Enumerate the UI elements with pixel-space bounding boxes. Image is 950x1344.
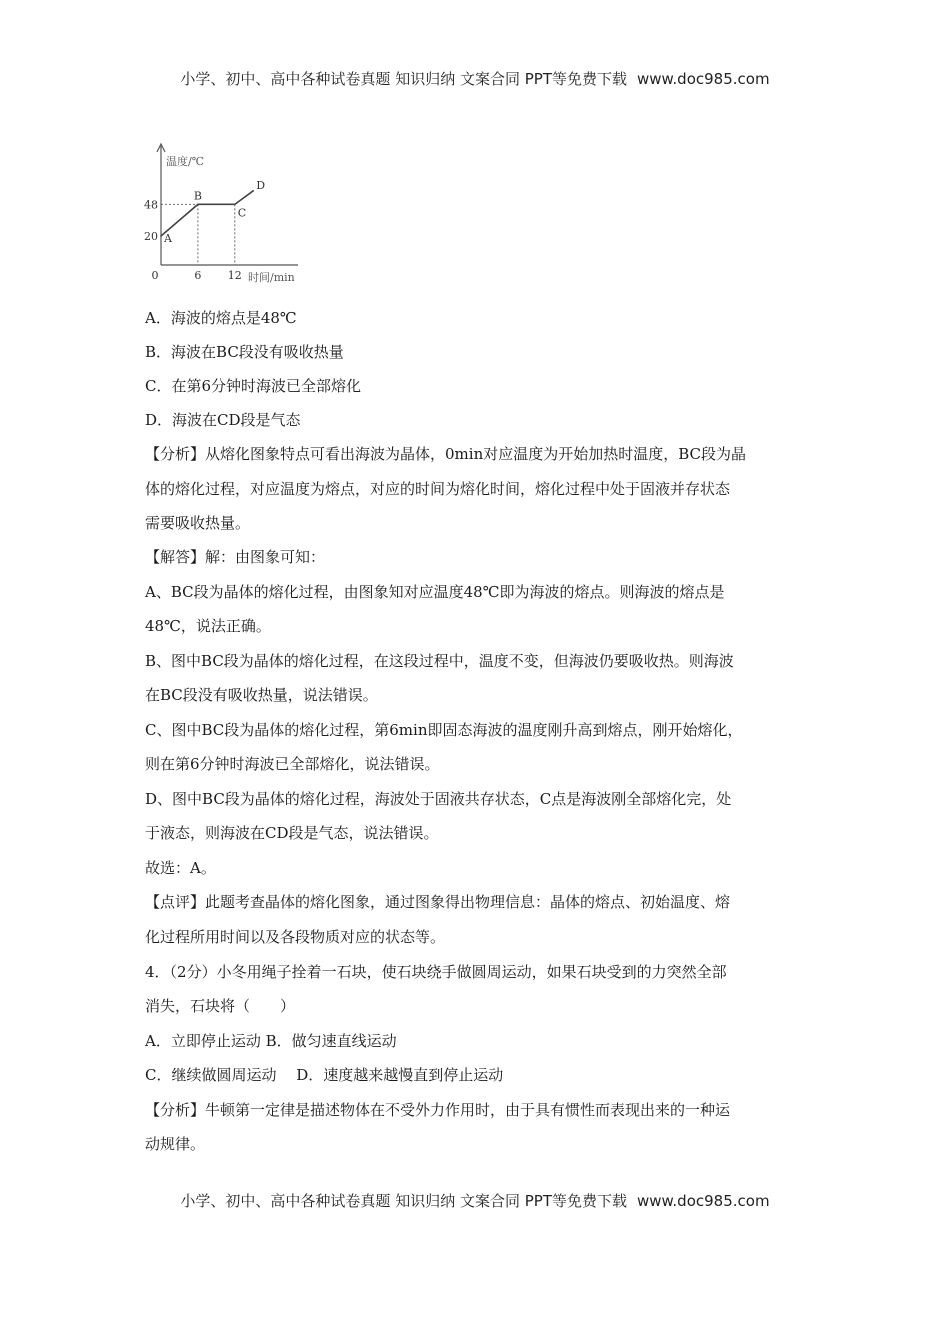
y-tick-label: 20 <box>144 230 158 243</box>
answer-line: D、图中BC段为晶体的熔化过程，海波处于固液共存状态，C点是海波刚全部熔化完，处 <box>145 790 732 808</box>
answer-line: 则在第6分钟时海波已全部熔化，说法错误。 <box>145 755 440 773</box>
answer-line: 48℃，说法正确。 <box>145 617 271 635</box>
answer-heading: 【解答】解：由图象可知： <box>145 548 326 566</box>
x-tick-label: 6 <box>194 269 202 282</box>
point-label: A <box>164 232 172 245</box>
x-tick-label: 12 <box>227 269 242 282</box>
answer-line: 在BC段没有吸收热量，说法错误。 <box>145 686 378 704</box>
analysis-line: 体的熔化过程，对应温度为熔点，对应的时间为熔化时间，熔化过程中处于固液并存状态 <box>145 480 731 498</box>
final-choice: 故选：A。 <box>145 859 216 877</box>
option-a: A．海波的熔点是48℃ <box>145 309 297 327</box>
data-point-D <box>252 190 254 192</box>
page-header <box>0 68 950 89</box>
q4-analysis: 动规律。 <box>145 1135 206 1153</box>
header-url[interactable]: www.doc985.com <box>636 70 770 88</box>
analysis-line: 【分析】从熔化图象特点可看出海波为晶体，0min对应温度为开始加热时温度，BC段为晶 <box>145 445 747 463</box>
q4-options: C．继续做圆周运动 D．速度越来越慢直到停止运动 <box>145 1066 504 1084</box>
answer-line: B、图中BC段为晶体的熔化过程，在这段过程中，温度不变，但海波仍要吸收热。则海波 <box>145 652 734 670</box>
question-4: 消失，石块将（ ） <box>145 997 296 1015</box>
footer-text: 小学、初中、高中各种试卷真题 知识归纳 文案合同 PPT等免费下载 <box>180 1192 627 1210</box>
analysis-line: 需要吸收热量。 <box>145 514 251 532</box>
question-4: 4．（2分）小冬用绳子拴着一石块，使石块绕手做圆周运动，如果石块受到的力突然全部 <box>145 963 727 981</box>
point-label: B <box>193 189 202 203</box>
q4-options: A．立即停止运动 B．做匀速直线运动 <box>145 1032 397 1050</box>
answer-line: C、图中BC段为晶体的熔化过程，第6min即固态海波的温度刚升高到熔点，刚开始熔化， <box>145 721 743 739</box>
x-tick-label: 0 <box>151 269 159 282</box>
data-point-C <box>234 204 236 206</box>
data-point-B <box>197 204 199 206</box>
y-tick-label: 48 <box>144 198 158 212</box>
point-label: C <box>237 206 247 220</box>
footer-url[interactable]: www.doc985.com <box>636 1192 770 1210</box>
header-text: 小学、初中、高中各种试卷真题 知识归纳 文案合同 PPT等免费下载 <box>180 70 627 88</box>
x-axis-label: 时间/min <box>248 271 295 284</box>
data-point-A <box>160 235 162 237</box>
q4-analysis: 【分析】牛顿第一定律是描述物体在不受外力作用时，由于具有惯性而表现出来的一种运 <box>145 1101 731 1119</box>
option-c: C．在第6分钟时海波已全部熔化 <box>145 377 362 395</box>
answer-line: A、BC段为晶体的熔化过程，由图象知对应温度48℃即为海波的熔点。则海波的熔点是 <box>145 583 725 601</box>
option-b: B．海波在BC段没有吸收热量 <box>145 343 344 361</box>
melting-graph <box>138 140 313 285</box>
comment-line: 【点评】此题考查晶体的熔化图象，通过图象得出物理信息：晶体的熔点、初始温度、熔 <box>145 893 731 911</box>
page-footer <box>0 1190 950 1211</box>
y-axis-label: 温度/℃ <box>166 155 205 168</box>
answer-line: 于液态，则海波在CD段是气态，说法错误。 <box>145 824 439 842</box>
option-d: D．海波在CD段是气态 <box>145 411 301 429</box>
comment-line: 化过程所用时间以及各段物质对应的状态等。 <box>145 928 446 946</box>
point-label: D <box>256 178 266 192</box>
